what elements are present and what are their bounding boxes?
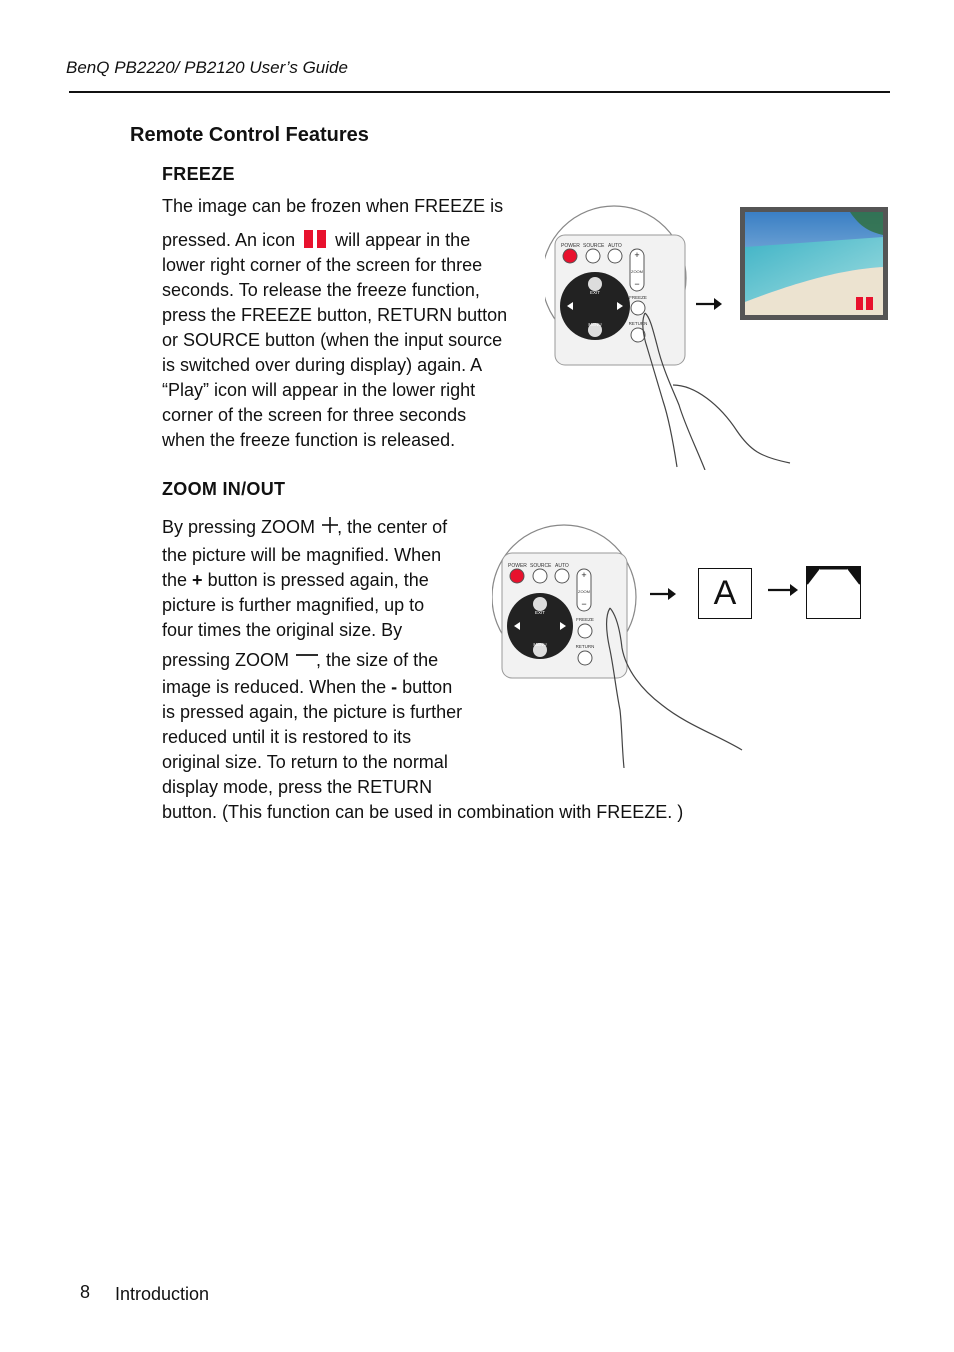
freeze-text-line: lower right corner of the screen for three (162, 255, 483, 275)
freeze-button-icon (578, 624, 592, 638)
return-button-icon (578, 651, 592, 665)
zoom-text-line: the picture will be magnified. When (162, 545, 442, 565)
zoom-normal-frame: A (698, 568, 752, 619)
zoom-text-fragment: the (162, 570, 188, 590)
page-number: 8 (80, 1282, 91, 1302)
freeze-text-line: seconds. To release the freeze function, (162, 280, 480, 300)
remote-exit-label: EXIT (534, 610, 546, 615)
remote-zoom-label: ZOOM (631, 269, 643, 274)
hand-outline-icon (610, 608, 742, 750)
zoom-text-fragment: , the center of (337, 517, 448, 537)
freeze-pause-icon (304, 230, 326, 248)
zoom-text-line (162, 568, 429, 593)
remote-return-label: RETURN (575, 644, 595, 649)
svg-text:+: + (634, 250, 640, 260)
zoom-text-line: four times the original size. By (162, 620, 403, 640)
footer-section-label: Introduction (115, 1284, 210, 1304)
zoom-minus-icon (296, 650, 318, 660)
running-header: BenQ PB2220/ PB2120 User’s Guide (66, 58, 348, 77)
freeze-text-line: corner of the screen for three seconds (162, 405, 467, 425)
source-button-icon (586, 249, 600, 263)
zoom-plus-symbol: + (192, 570, 203, 590)
freeze-text-line: The image can be frozen when FREEZE is (162, 196, 504, 216)
zoom-remote-illustration (492, 520, 752, 770)
remote-power-label: POWER (561, 243, 580, 249)
power-button-icon (563, 249, 577, 263)
freeze-text-line (162, 228, 470, 253)
zoom-text-line: display mode, press the RETURN (162, 777, 433, 797)
zoom-text-line (162, 675, 452, 700)
zoom-text-fragment: button is pressed again, the (207, 570, 429, 590)
zoom-text-fragment: By pressing ZOOM (162, 517, 316, 537)
remote-auto-label: AUTO (555, 563, 569, 569)
remote-menu-label: MENU (588, 322, 602, 327)
remote-menu-label: MENU (533, 642, 547, 647)
remote-zoom-label: ZOOM (578, 589, 590, 594)
zoom-plus-icon (322, 516, 338, 534)
arrow-right-icon (696, 295, 724, 313)
zoom-text-line: is pressed again, the picture is further (162, 702, 463, 722)
svg-text:+: + (581, 570, 587, 580)
zoom-text-line: picture is further magnified, up to (162, 595, 425, 615)
freeze-text-fragment: will appear in the (335, 230, 471, 250)
remote-source-label: SOURCE (583, 243, 605, 249)
zoom-text-line (162, 648, 438, 673)
svg-text:−: − (634, 279, 640, 289)
auto-button-icon (608, 249, 622, 263)
freeze-text-line: is switched over during display) again. A (162, 355, 483, 375)
freeze-text-line: press the FREEZE button, RETURN button (162, 305, 508, 325)
zoom-minus-symbol: - (391, 677, 398, 697)
auto-button-icon (555, 569, 569, 583)
freeze-button-icon (631, 301, 645, 315)
svg-text:−: − (581, 599, 587, 609)
remote-source-label: SOURCE (530, 563, 552, 569)
remote-exit-label: EXIT (589, 290, 601, 295)
zoom-text-fragment: image is reduced. When the (162, 677, 387, 697)
freeze-heading: FREEZE (162, 164, 235, 184)
arrow-right-icon (768, 581, 800, 599)
zoom-text-line: button. (This function can be used in combination with FREEZE. ) (162, 802, 684, 822)
arrow-right-icon (650, 585, 678, 603)
source-button-icon (533, 569, 547, 583)
power-button-icon (510, 569, 524, 583)
freeze-text-fragment: pressed. An icon (162, 230, 296, 250)
remote-power-label: POWER (508, 563, 527, 569)
zoom-text-line: original size. To return to the normal (162, 752, 448, 772)
freeze-indicator-icon (856, 297, 863, 310)
header-divider (69, 91, 890, 93)
frozen-screen-thumbnail (740, 207, 888, 320)
zoom-text-fragment: , the size of the (316, 650, 439, 670)
freeze-text-line: or SOURCE button (when the input source (162, 330, 503, 350)
section-title: Remote Control Features (130, 124, 369, 146)
remote-freeze-label: FREEZE (576, 617, 594, 622)
zoom-magnified-frame (806, 566, 862, 620)
zoom-text-line: reduced until it is restored to its (162, 727, 412, 747)
freeze-text-line: when the freeze function is released. (162, 430, 456, 450)
zoom-heading: ZOOM IN/OUT (162, 479, 286, 499)
remote-return-label: RETURN (628, 321, 648, 326)
zoom-text-line (162, 515, 447, 540)
remote-freeze-label: FREEZE (629, 295, 647, 300)
zoom-text-fragment: pressing ZOOM (162, 650, 290, 670)
freeze-text-line: “Play” icon will appear in the lower right (162, 380, 476, 400)
zoom-text-fragment: button (402, 677, 453, 697)
remote-auto-label: AUTO (608, 243, 622, 249)
